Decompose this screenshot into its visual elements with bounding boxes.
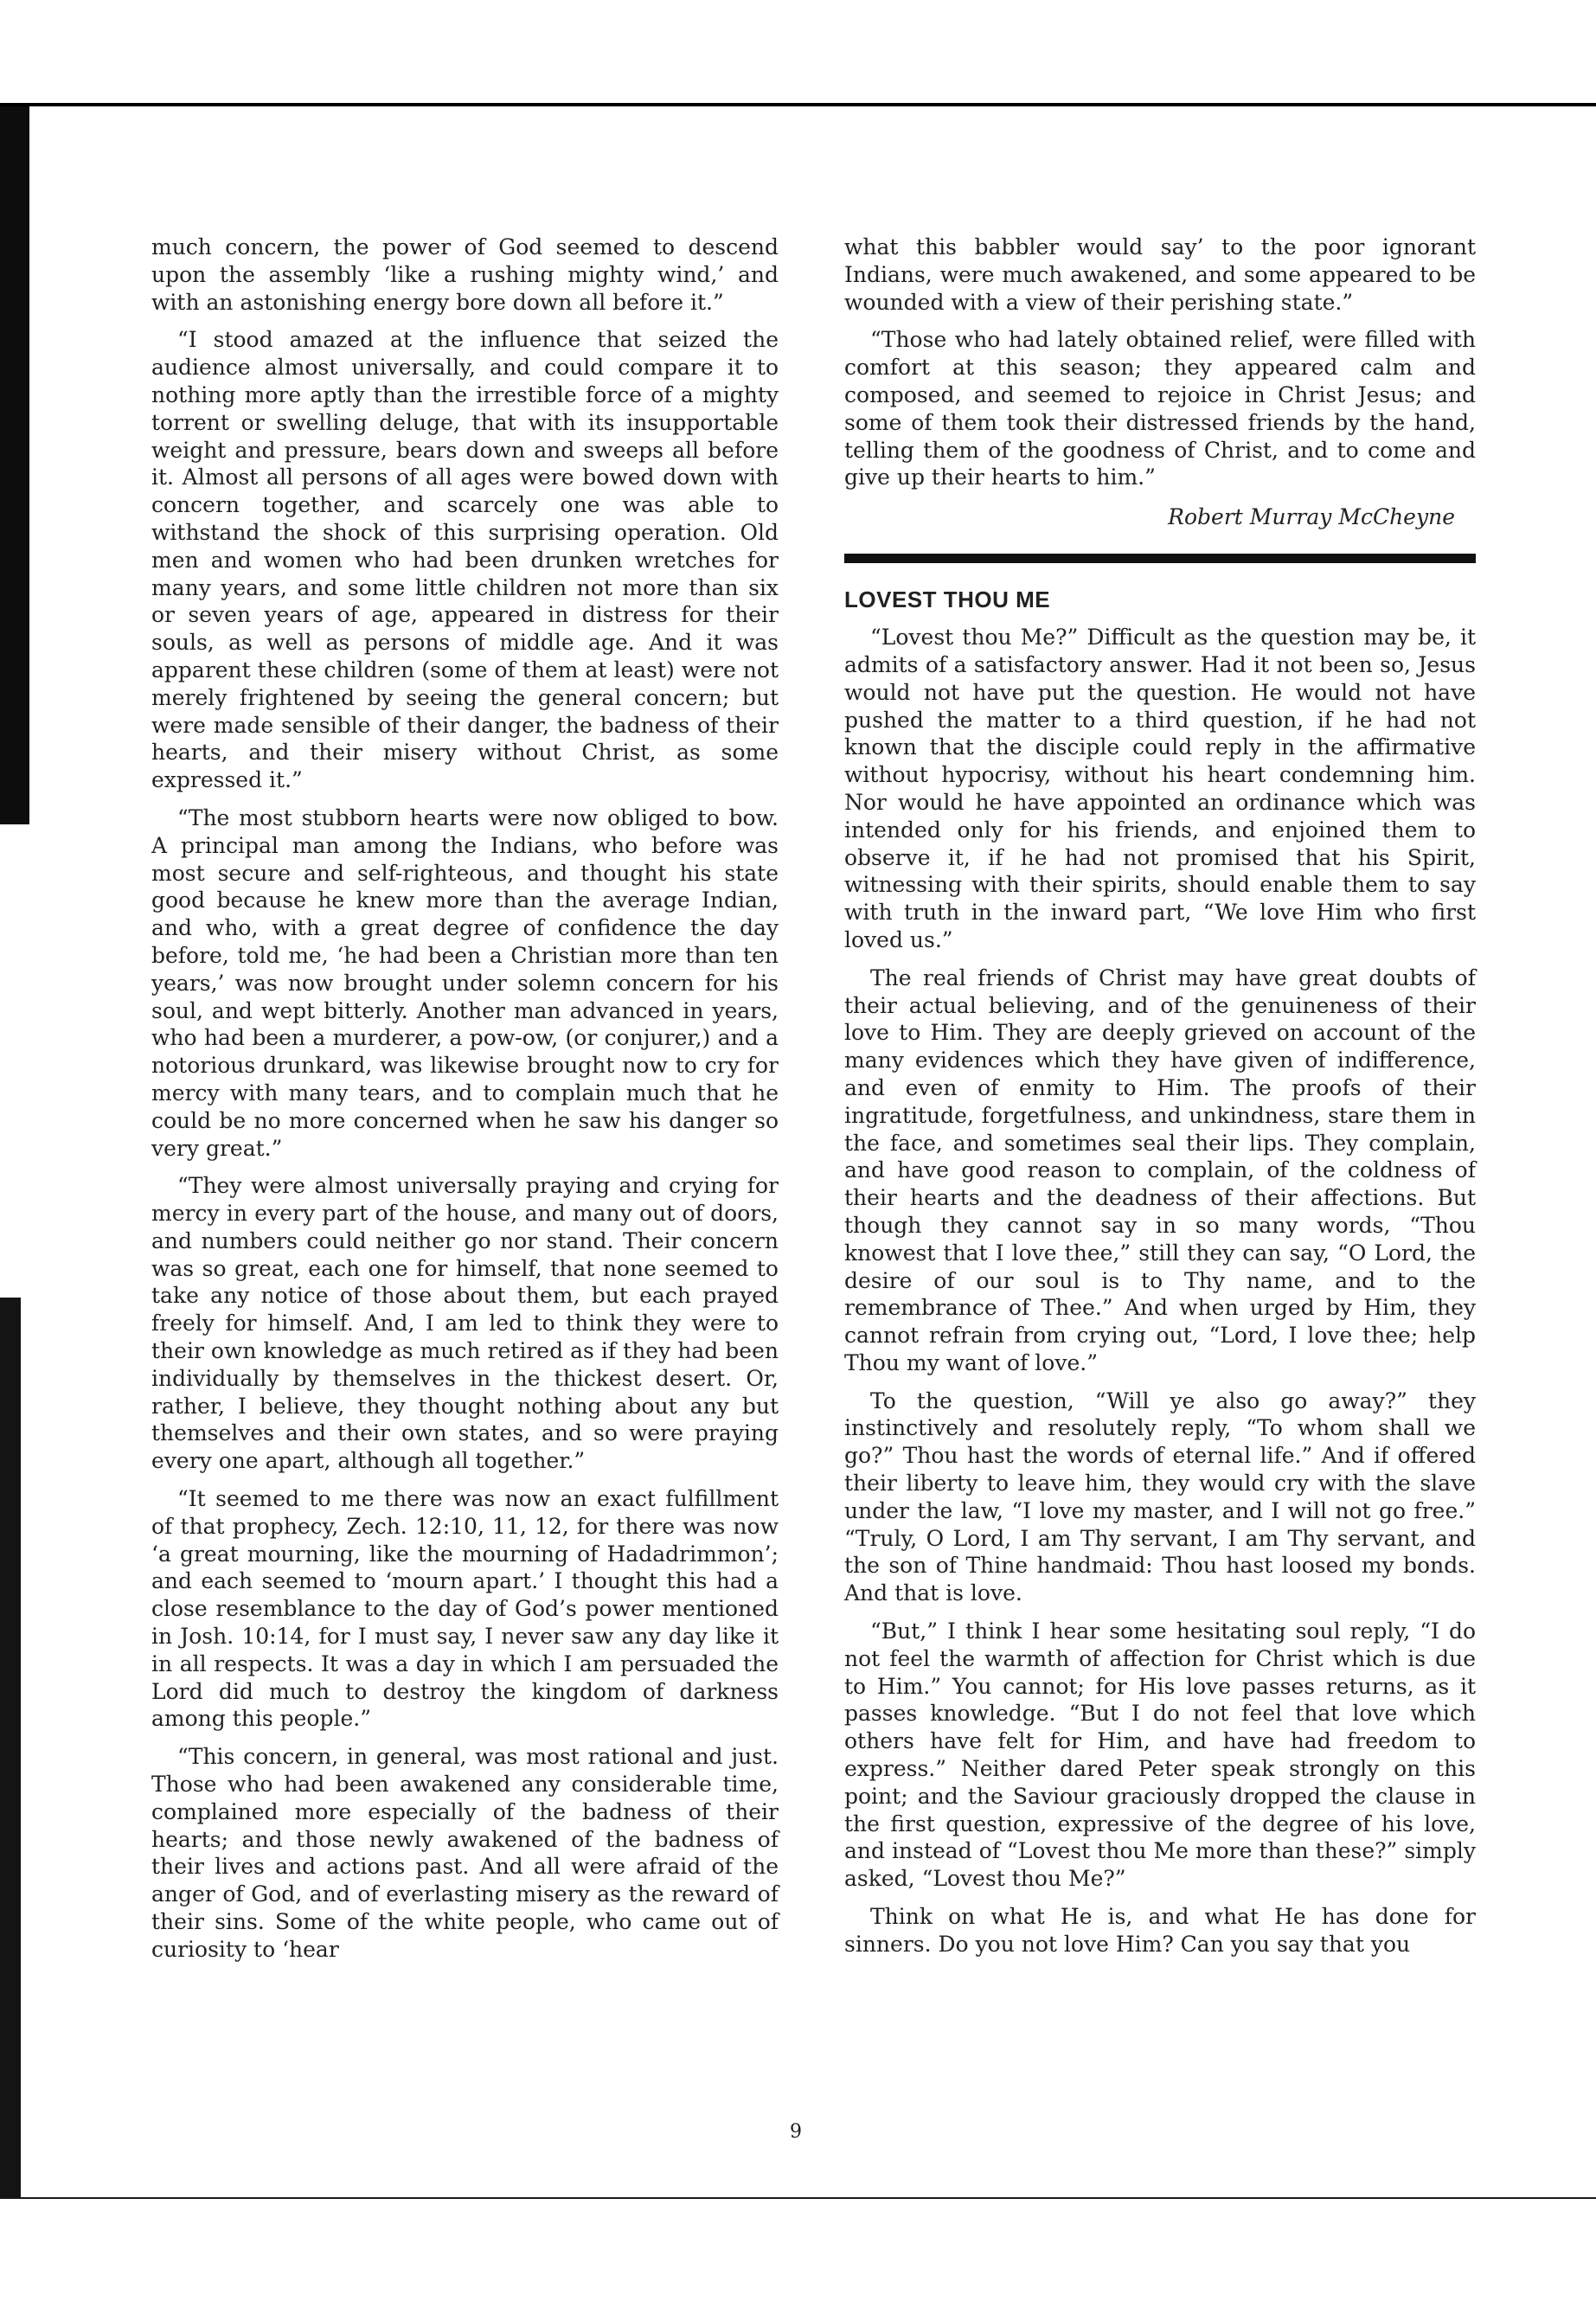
- left-column: [151, 234, 779, 1974]
- section-divider: [844, 554, 1476, 563]
- left-paragraph-4: “They were almost universally praying and crying for mercy in every part of the house, and many out of doors, and numbers could neither go nor stand. Their concern was so great, each one for himself, that none seemed to take any notice of those about them, but each prayed freely for himself. And, I am led to think they were to their own knowledge as much retired as if they had been individually by themselves in the thickest desert. Or, rather, I believe, they thought nothing about any but themselves and their own states, and so were praying every one apart, although all together.”: [151, 1173, 779, 1474]
- page-top-edge: [0, 103, 1596, 106]
- page-bottom-margin: [0, 2199, 1596, 2301]
- right-paragraph-1: what this babbler would say’ to the poor ignorant Indians, were much awakened, and some appeared to be wounded with a view of their perishing state.”: [844, 234, 1476, 315]
- right-paragraph-4: The real friends of Christ may have great doubts of their actual believing, and of the genuineness of their love to Him. They are deeply grieved on account of the many evidences which they have given of indifference, and even of enmity to Him. The proofs of their ingratitude, forgetfulness, and unkindness, stare them in the face, and sometimes seal their lips. They complain, and have good reason to complain, of the coldness of their hearts and the deadness of their affections. But though they cannot say in so many words, “Thou knowest that I love thee,” still they can say, “O Lord, the desire of our soul is to Thy name, and to the remembrance of Thee.” And when urged by Him, they cannot refrain from crying out, “Lord, I love thee; help Thou my want of love.”: [844, 965, 1476, 1375]
- left-paragraph-1: much concern, the power of God seemed to descend upon the assembly ‘like a rushing mighty wind,’ and with an astonishing energy bore down all before it.”: [151, 234, 779, 315]
- page-number: 9: [790, 2121, 802, 2143]
- right-paragraph-2: “Those who had lately obtained relief, were filled with comfort at this season; they appeared calm and composed, and seemed to rejoice in Christ Jesus; and some of them took their distressed friends by the hand, telling them of the goodness of Christ, and to come and give up their hearts to him.”: [844, 327, 1476, 490]
- binding-shadow-top: [0, 106, 29, 824]
- binding-shadow-bottom: [0, 1298, 21, 2197]
- left-paragraph-6: “This concern, in general, was most rational and just. Those who had been awakened any considerable time, complained more especially of the badness of their hearts; and those newly awakened of the badness of their lives and actions past. And all were afraid of the anger of God, and of everlasting misery as the reward of their sins. Some of the white people, who came out of curiosity to ‘hear: [151, 1744, 779, 1962]
- right-paragraph-3: “Lovest thou Me?” Difficult as the question may be, it admits of a satisfactory answer. Had it not been so, Jesus would not have put the question. He would not have pushed the matter to a third question, if he had not known that the disciple could reply in the affirmative without hypocrisy, without his heart condemning him. Nor would he have appointed an ordinance which was intended only for his friends, and enjoined them to observe it, if he had not promised that his Spirit, witnessing with their spirits, should enable them to say with truth in the inward part, “We love Him who first loved us.”: [844, 625, 1476, 952]
- page-top-margin: [0, 0, 1596, 104]
- left-paragraph-3: “The most stubborn hearts were now obliged to bow. A principal man among the Indians, who before was most secure and self-righteous, and thought his state good because he knew more than the average Indian, and who, with a great degree of confidence the day before, told me, ‘he had been a Christian more than ten years,’ was now brought under solemn concern for his soul, and wept bitterly. Another man advanced in years, who had been a murderer, a pow-ow, (or conjurer,) and a notorious drunkard, was likewise brought now to cry for mercy with many tears, and to complain much that he could be no more concerned when he saw his danger so very great.”: [151, 804, 779, 1161]
- right-paragraph-5: To the question, “Will ye also go away?” they instinctively and resolutely reply, “To whom shall we go?” Thou hast the words of eternal life.” And if offered their liberty to leave him, they would cry with the slave under the law, “I love my master, and I will not go free.” “Truly, O Lord, I am Thy servant, I am Thy servant, and the son of Thine handmaid: Thou hast loosed my bonds. And that is love.: [844, 1388, 1476, 1606]
- left-paragraph-2: “I stood amazed at the influence that seized the audience almost universally, and could compare it to nothing more aptly than the irrestible force of a mighty torrent or swelling deluge, that with its insupportable weight and pressure, bears down and sweeps all before it. Almost all persons of all ages were bowed down with concern together, and scarcely one was able to withstand the shock of this surprising operation. Old men and women who had been drunken wretches for many years, and some little children not more than six or seven years of age, appeared in distress for their souls, as well as persons of middle age. And it was apparent these children (some of them at least) were not merely frightened by seeing the general concern; but were made sensible of their danger, the badness of their hearts, and their misery without Christ, as some expressed it.”: [151, 327, 779, 793]
- author-signature: Robert Murray McCheyne: [1168, 504, 1455, 530]
- right-paragraph-7: Think on what He is, and what He has done for sinners. Do you not love Him? Can you say that you: [844, 1904, 1476, 1957]
- right-column: [844, 234, 1476, 1969]
- left-paragraph-5: “It seemed to me there was now an exact fulfillment of that prophecy, Zech. 12:10, 11, 12, for there was now ‘a great mourning, like the mourning of Hadadrimmon’; and each seemed to ‘mourn apart.’ I thought this had a close resemblance to the day of God’s power mentioned in Josh. 10:14, for I must say, I never saw any day like it in all respects. It was a day in which I am persuaded the Lord did much to destroy the kingdom of darkness among this people.”: [151, 1486, 779, 1732]
- section-heading: LOVEST THOU ME: [844, 586, 1051, 613]
- right-paragraph-6: “But,” I think I hear some hesitating soul reply, “I do not feel the warmth of affection for Christ which is due to Him.” You cannot; for His love passes returns, as it passes knowledge. “But I do not feel that love which others have felt for Him, and have had freedom to express.” Neither dared Peter speak strongly on this point; and the Saviour graciously dropped the clause in the first question, expressive of the degree of his love, and instead of “Lovest thou Me more than these?” simply asked, “Lovest thou Me?”: [844, 1618, 1476, 1892]
